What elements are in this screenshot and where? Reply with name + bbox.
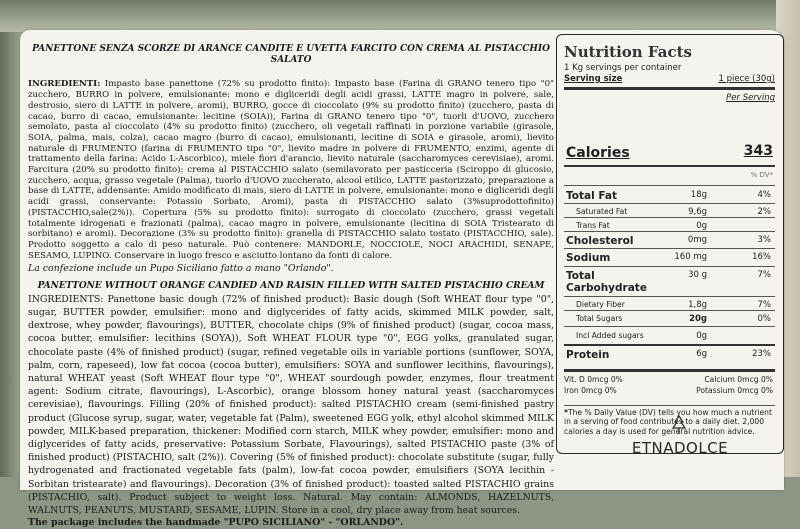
footnote-asterisk: *: [564, 408, 568, 417]
italian-ingredients-text: Impasto base panettone (72% su prodotto finito): Impasto base (Farina di GRANO tenero tipo "0" zucchero, BURRO in polvere, emulsionante: mono e digliceridi degli acidi grassi, LATTE magro in polvere, sale, destrosio, siero di LATTE in polvere, aromi), BURRO, gocce di cioccolato (9% su prodotto finito) (zucchero, pasta di cacao, burro di cacao, emulsionante: lecitine (SOIA)), Farina di GRANO tenero tipo "0", tuorli d'UOVO, zucchero semolato, pasta al cioccolato (4% su prodotto finito) (zucchero, oli vegetali raffinati in porzione variabile (girasole, SOIA, palma, mais, colza), cacao magro (burro di cacao), emulsionanti, lecitine di SOIA e girasole, aromi), lievito naturale di FRUMENTO (farina di FRUMENTO tipo "0", lievito madre in polvere di FRUMENTO, enzimi, agente di trattamento della farina: Acido L-Ascorbico), miele fiori d'arancio, lievito naturale (saccharomyces cerevisiae), aromi. Farcitura (20% su prodotto finito): crema al PISTACCHIO salato (semilavorato per pasticceria (Sciroppo di glucosio, zucchero, acqua, grasso vegetale (Palma), tuorlo d'UOVO zuccherato, alcool etilico, LATTE pastorizzato, preparazione a base di LATTE, addensante: Amido modificato di mais, siero di LATTE in polvere, emulsionante: mono e digliceridi degli acidi grassi, conservante: Potassio Sorbato, Aromi), pasta di PISTACCHIO salato (3%suprodottofinito)(PISTACCHIO,sale(2%)). Copertura (5% su prodotto finito): surrogato di cioccolato (zucchero, grassi vegetali totalmente idrogenati e frazionati (palma), cacao magro in polvere, emulsionante (lecitina di SOIA Tristearato di sorbitano) e aromi). Decorazione (3% su prodotto finito): granella di PISTACCHIO salato tostato (PISTACCHIO, sale). Prodotto soggetto a calo di peso naturale. Può contenere: MANDORLE, NOCCIOLE, NOCI ARACHIDI, SENAPE, SESAMO, LUPINO. Conservare in luogo fresco e asciutto lontano da fonti di calore.: [28, 79, 554, 261]
nutrient-label: Saturated Fat: [576, 207, 628, 216]
nutrient-amount: 0g: [696, 221, 707, 231]
english-title: PANETTONE WITHOUT ORANGE CANDIED AND RAISIN FILLED WITH SALTED PISTACHIO CREAM: [37, 281, 545, 292]
calories-label: Calories: [566, 145, 630, 161]
italian-title: PANETTONE SENZA SCORZE DI ARANCE CANDITE E UVETTA FARCITO CON CREMA AL PISTACCHIO SALATO: [32, 44, 550, 65]
nutrient-amount: 9,6g: [688, 207, 707, 217]
nutrient-dv: 7%: [757, 270, 771, 280]
nutrient-row: [564, 326, 775, 345]
nutrient-label: Protein: [566, 349, 610, 361]
nutrient-row: [564, 231, 775, 249]
nutrient-label: Total Sugars: [576, 314, 623, 323]
iron: Iron 0mcg 0%: [564, 386, 617, 395]
nutrient-amount: 0mg: [687, 235, 707, 245]
vitamin-d: Vit. D 0mcg 0%: [564, 375, 623, 384]
nutrient-row: [564, 310, 775, 327]
nutrient-dv: 0%: [757, 314, 771, 324]
ingredients-panel: [28, 44, 554, 529]
minerals-block: [564, 369, 775, 402]
nutrient-row: [564, 185, 775, 204]
calcium: Calcium 0mcg 0%: [704, 375, 773, 384]
nutrient-label: Incl Added sugars: [576, 331, 644, 340]
calories-row: [564, 143, 775, 167]
nutrient-dv: 7%: [757, 300, 771, 310]
brand-name: ETNADOLCE: [631, 439, 729, 457]
nutrient-row: [564, 217, 775, 232]
italian-ingredients: [28, 79, 554, 261]
nutrient-dv: 2%: [757, 207, 771, 217]
nutrition-facts-panel: [556, 34, 784, 454]
nutrient-amount: 18g: [690, 190, 707, 200]
serving-size-row: [564, 74, 775, 90]
english-note: The package includes the handmade "PUPO SICILIANO" - "ORLANDO".: [28, 517, 404, 529]
nutrient-label: Trans Fat: [576, 221, 610, 230]
nutrient-label: Sodium: [566, 252, 611, 264]
nutrient-amount: 6g: [696, 349, 707, 359]
daily-value-header: % DV*: [750, 171, 773, 179]
nutrient-dv: 23%: [752, 349, 771, 359]
servings-per-container: 1 Kg servings per container: [564, 63, 682, 73]
nutrient-amount: 20g: [689, 314, 707, 324]
nutrient-row: [564, 203, 775, 218]
nutrient-label: Total Carbohydrate: [566, 270, 647, 294]
italian-ingredients-label: INGREDIENTI:: [28, 79, 101, 90]
footnote-text: The % Daily Value (DV) tells you how much a nutrient in a serving of food contributes to a daily diet. 2,000 calories a day is used for general nutrition advice.: [564, 408, 772, 436]
potassium: Potassium 0mcg 0%: [696, 386, 773, 395]
nutrient-dv: 4%: [757, 190, 771, 200]
nutrient-amount: 0g: [696, 331, 707, 341]
nutrient-label: Total Fat: [566, 190, 618, 202]
nutrient-row: [564, 344, 775, 368]
nutrient-label: Dietary Fiber: [576, 300, 625, 309]
nutrient-row: [564, 248, 775, 267]
calories-value: 343: [743, 143, 773, 159]
serving-size-label: Serving size: [564, 74, 623, 84]
italian-note: La confezione include un Pupo Siciliano fatto a mano "Orlando".: [28, 263, 334, 275]
nutrient-dv: 3%: [757, 235, 771, 245]
nutrient-dv: 16%: [752, 252, 771, 262]
english-ingredients: INGREDIENTS: Panettone basic dough (72% of finished product): Basic dough (Soft WHEAT flour type "0", sugar, BUTTER powder, emulsifier: mono and diglycerides of fatty acids, skimmed MILK powder, salt, dextrose, whey powder, flavourings), BUTTER, chocolate chips (9% of finished product) (sugar, cocoa mass, cocoa butter, emulsifier: lecithins (SOYA)), Soft WHEAT FLOUR type "0", EGG yolks, granulated sugar, chocolate paste (4% of finished product) (sugar, refined vegetable oils in variable portions (sunflower, SOYA, palm, corn, rapeseed), low fat cocoa (cocoa butter), emulsifiers: SOYA and sunflower lecithins, flavourings), natural WHEAT yeast (Soft WHEAT flour type "0", WHEAT sourdough powder, enzymes, flour treatment agent: Sodium citrate, flavourings), L-Ascorbic), orange blossom honey natural yeast (saccharomyces cerevisiae), flavourings. Filling (20% of finished product): salted PISTACHIO cream (semi-finished pastry product (Glucose syrup, sugar, water, vegetable fat (Palm), sweetened EGG yolk, ethyl alcohol skimmed MILK powder, MILK-based preparation, thickener: Modified corn starch, MILK whey powder, emulsifier: mono and diglycerides of fatty acids, preservative: Potassium Sorbate, Flavourings), salted PISTACHIO paste (3% of finished product) (PISTACHIO, salt (2%)). Covering (5% of finished product): chocolate substitute (sugar, fully hydrogenated and fractionated vegetable fats (palm), low-fat cocoa powder, emulsifiers (SOYA lecithin - Sorbitan tristearate) and flavourings). Decoration (3% of finished product): toasted salted PISTACHIO grains (PISTACHIO, salt). Product subject to weight loss. Natural. May contain: ALMONDS, HAZELNUTS, WALNUTS, PEANUTS, MUSTARD, SESAME, LUPIN. Store in a cool, dry place away from heat sources.: [28, 293, 554, 517]
nutrient-amount: 30 g: [688, 270, 707, 280]
nutrition-title: Nutrition Facts: [564, 43, 692, 61]
per-serving-header: Per Serving: [726, 93, 775, 103]
nutrient-amount: 1,8g: [688, 300, 707, 310]
nutrient-amount: 160 mg: [674, 252, 707, 262]
nutrient-row: [564, 296, 775, 311]
background-top: [0, 0, 800, 32]
nutrient-label: Cholesterol: [566, 235, 634, 247]
serving-size-value: 1 piece (30g): [718, 74, 775, 84]
nutrient-row: [564, 266, 775, 297]
brand-logo-icon: [670, 415, 688, 435]
